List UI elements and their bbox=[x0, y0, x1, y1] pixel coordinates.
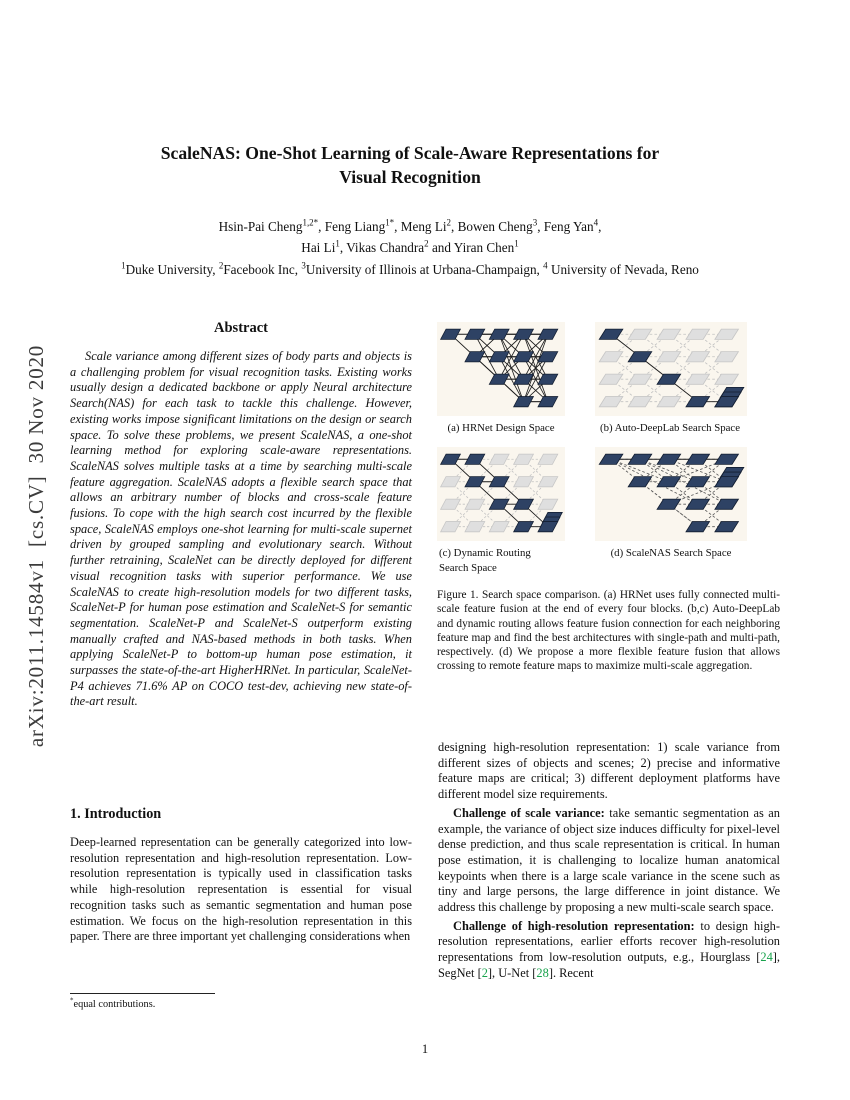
challenge-high-resolution-body: to design high-resolution representations, earlier efforts recover high-resolution representations from low-resolution outputs, e.g., Hourglass [24], SegNet [2], U-Net [28]. Recent bbox=[438, 918, 780, 980]
panel-scalenas-search-space bbox=[595, 447, 747, 541]
figure-1 bbox=[437, 322, 780, 702]
right-column-text bbox=[438, 740, 780, 982]
arxiv-stamp: arXiv:2011.14584v1 [cs.CV] 30 Nov 2020 bbox=[24, 344, 48, 748]
challenge-high-resolution-lead: Challenge of high-resolution representation: bbox=[453, 918, 695, 933]
paragraph-scale-variance bbox=[438, 806, 780, 916]
abstract-text: Scale variance among different sizes of body parts and objects is a challenging problem for visual recognition tasks. Existing works usually design a dedicated backbone or apply Neural architecture Search(NAS) for each task to tackle this challenge. However, existing works impose significant limitations on the design or search space. To solve these problems, we present ScaleNAS, a one-shot learning method for exploring scale-aware representations. ScaleNAS solves multiple tasks at a time by searching multi-scale feature aggregation. ScaleNAS adopts a flexible search space that allows an arbitrary number of blocks and cross-scale feature fusions. To cope with the high search cost incurred by the flexible space, ScaleNAS employs one-shot learning for multi-scale supernet driven by grouped sampling and evolutionary search. Without further retraining, ScaleNet can be directly deployed for different visual recognition tasks with superior performance. We use ScaleNAS to create high-resolution models for two different tasks, ScaleNet-P for human pose estimation and ScaleNet-S for semantic segmentation. ScaleNet-P and ScaleNet-S outperform existing manually crafted and NAS-based methods in both tasks. When applying ScaleNet-P to bottom-up human pose estimation, it surpasses the state-of-the-art HigherHRNet. In particular, ScaleNet-P4 achieves 71.6% AP on COCO test-dev, achieving new state-of-the-art result. bbox=[70, 349, 412, 709]
introduction-paragraph: Deep-learned representation can be generally categorized into low-resolution representation and high-resolution representation. Low-resolution representation is typically used in classification tasks while high-resolution representation is essential for visual recognition tasks such as semantic segmentation and human pose estimation. We focus on the high-resolution representation in this paper. There are three important yet challenging considerations when bbox=[70, 835, 412, 944]
page-number: 1 bbox=[421, 1042, 429, 1056]
title-line-2: Visual Recognition bbox=[339, 167, 481, 187]
panel-a-label: (a) HRNet Design Space bbox=[447, 422, 555, 434]
affiliations-line: $^1$Duke University, $^2$Facebook Inc, $^3$University of Illinois at Urbana-Champaign, $^4$ University of Nevada, Reno bbox=[121, 260, 699, 277]
panel-c-label-line-2: Search Space bbox=[439, 561, 497, 574]
panel-dynamic-routing-search-space bbox=[437, 447, 565, 541]
section-heading-introduction: 1. Introduction bbox=[70, 806, 162, 822]
panel-c-label-line-1: (c) Dynamic Routing bbox=[439, 547, 531, 559]
citation-link[interactable]: 28 bbox=[536, 965, 549, 980]
panel-c-label bbox=[439, 546, 589, 575]
scalenas-diagram bbox=[595, 447, 747, 541]
panel-b-label: (b) Auto-DeepLab Search Space bbox=[599, 422, 740, 434]
paragraph-high-resolution bbox=[438, 919, 780, 982]
title-line-1: ScaleNAS: One-Shot Learning of Scale-Aware Representations for bbox=[160, 143, 660, 163]
panel-hrnet-design-space bbox=[437, 322, 565, 416]
abstract-heading: Abstract bbox=[214, 320, 268, 336]
footnote: *equal contributions. bbox=[70, 996, 156, 1010]
footnote-rule bbox=[70, 993, 215, 994]
challenge-scale-variance-body: take semantic segmentation as an example, the variance of object size induces difficulty for pixel-level dense prediction, and thus scale representation is critical. In human pose estimation, it is challenging to localize human anatomical keypoints when there is a large scale variance in the scene such as tiny and large persons, the large difference in joint distance. We address this challenge by proposing a new multi-scale search space. bbox=[438, 805, 780, 915]
hrnet-diagram bbox=[437, 322, 565, 416]
panel-d-label: (d) ScaleNAS Search Space bbox=[610, 547, 732, 559]
figure-caption: Figure 1. Search space comparison. (a) HRNet uses fully connected multi-scale feature fusion at the end of every four blocks. (b,c) Auto-DeepLab and dynamic routing allows feature fusion connection for each neighboring feature map and find the best architectures with single-path and multi-path, respectively. (d) We propose a more flexible feature fusion that allows crossing to remote feature maps to maximize multi-scale aggregation. bbox=[437, 589, 780, 673]
citation-link[interactable]: 2 bbox=[481, 965, 488, 980]
authors-line-2: Hai Li$^1$, Vikas Chandra$^2$ and Yiran Chen$^1$ bbox=[301, 238, 519, 255]
dynamic-routing-diagram bbox=[437, 447, 565, 541]
autodeeplab-diagram bbox=[595, 322, 747, 416]
challenge-scale-variance-lead: Challenge of scale variance: bbox=[453, 805, 605, 820]
authors-line-1: Hsin-Pai Cheng$^{1,2*}$, Feng Liang$^{1*}$, Meng Li$^2$, Bowen Cheng$^3$, Feng Yan$^4$, bbox=[218, 217, 602, 234]
paragraph-continued: designing high-resolution representation: 1) scale variance from different sizes of objects and scenes; 2) precise and informative feature maps are critical; 3) different deployment platforms have different model size requirements. bbox=[438, 740, 780, 802]
panel-autodeeplab-search-space bbox=[595, 322, 747, 416]
citation-link[interactable]: 24 bbox=[760, 950, 773, 965]
paper-title bbox=[70, 141, 750, 189]
